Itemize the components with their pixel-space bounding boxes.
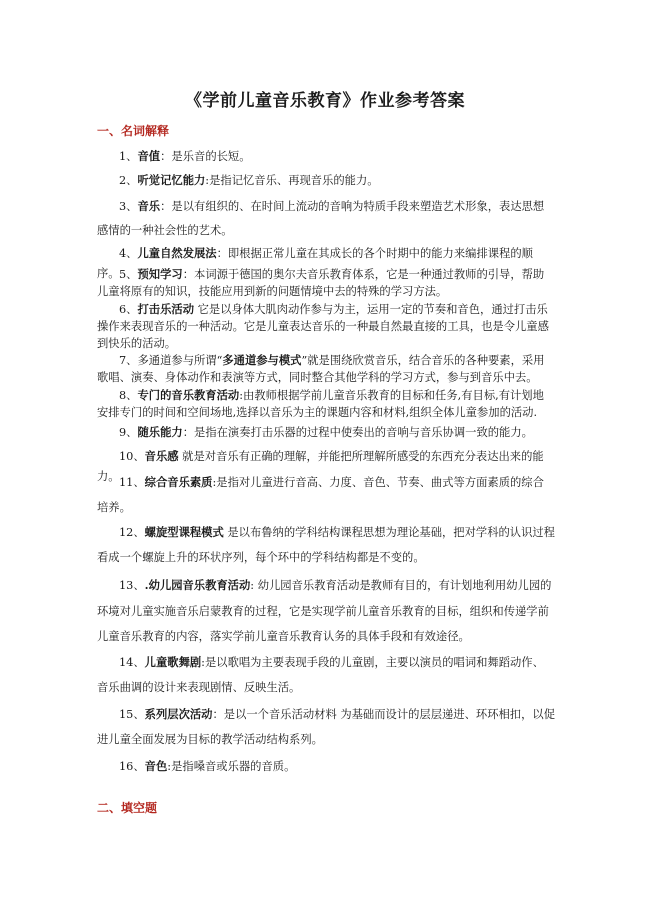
item-term: 音色 <box>144 759 168 773</box>
item-separator: : <box>201 656 205 669</box>
item-separator: ： <box>182 268 195 281</box>
item-separator: ： <box>160 150 172 163</box>
definition-item <box>97 470 555 520</box>
item-text: 就是对音乐有正确的理解，并能把所理解所感受的东西充分表达出来的能力。 <box>97 450 544 483</box>
item-term: 系列层次活动 <box>144 707 213 721</box>
item-number: 14、 <box>119 656 145 669</box>
item-term: 听觉记忆能力 <box>137 173 206 187</box>
item-separator: ： <box>160 200 172 213</box>
item-number: 1、 <box>119 150 138 163</box>
item-number: 11、 <box>119 476 145 489</box>
item-number: 4、 <box>119 247 138 260</box>
item-number: 3、 <box>119 200 138 213</box>
definition-item <box>97 301 555 352</box>
item-number: 16、 <box>119 760 145 773</box>
item-term: .幼儿园音乐教育活动 <box>144 578 251 592</box>
item-term: 儿童自然发展法 <box>137 246 217 260</box>
item-number: 2、 <box>119 174 138 187</box>
definition-item <box>97 387 555 421</box>
item-text: 即根据正常儿童在其成长的各个时期中的能力来编排课程的顺序。 <box>97 247 533 280</box>
item-text: 它是以身体大肌肉动作参与为主，运用一定的节奏和音色，通过打击乐操作来表现音乐的一种活动。它是儿童表达音乐的一种最自然最直接的工具，也是令儿童感到快乐的活动。 <box>97 303 549 350</box>
item-text: 是指记忆音乐、再现音乐的能力。 <box>209 174 379 187</box>
item-term: 音乐感 <box>144 449 179 463</box>
item-number: 7、 <box>119 354 138 367</box>
item-term: 随乐能力 <box>137 425 183 439</box>
item-term: 专门的音乐教育活动 <box>137 388 240 402</box>
item-text: 幼儿园音乐教育活动是教师有目的，有计划地利用幼儿园的环境对儿童实施音乐启蒙教育的过程，它是实现学前儿童音乐教育的目标，组织和传递学前儿童音乐教育的内容，落实学前儿童音乐教育认务的具体手段和有效途径。 <box>97 579 552 643</box>
definition-item <box>97 650 555 700</box>
definition-item <box>97 422 555 443</box>
item-separator: : <box>205 174 210 187</box>
item-text: 是以一个音乐活动材料 为基础而设计的层层递进、环环相扣，以促进儿童全面发展为目标的教学活动结构系列。 <box>97 708 555 746</box>
item-number: 10、 <box>119 450 145 463</box>
item-number: 6、 <box>119 303 138 316</box>
item-text: 本词源于德国的奥尔夫音乐教育体系，它是一种通过教师的引导，帮助儿童将原有的知识，技能应用到新的问题情境中去的特殊的学习方法。 <box>97 268 545 298</box>
section-heading-definitions: 一、名词解释 <box>97 124 170 138</box>
item-separator: : <box>212 476 217 489</box>
item-separator: : <box>250 579 258 592</box>
item-number: 15、 <box>119 708 145 721</box>
item-term: 螺旋型课程模式 <box>144 525 224 539</box>
item-term: 综合音乐素质 <box>144 475 213 489</box>
item-term: 打击乐活动 <box>137 302 194 316</box>
item-number: 13、 <box>119 579 145 592</box>
item-text: 是指嗓音或乐器的音质。 <box>171 760 296 773</box>
item-text: 是指对儿童进行音高、力度、音色、节奏、曲式等方面素质的综合培养。 <box>97 476 544 514</box>
item-prefix: 多通道参与所谓“ <box>137 354 223 367</box>
item-number: 9、 <box>119 426 138 439</box>
definition-item <box>97 702 555 752</box>
item-text: 是以布鲁纳的学科结构课程思想为理论基础，把对学科的认识过程看成一个螺旋上升的环状序列，每个环中的学科结构都是不变的。 <box>97 526 555 564</box>
item-separator: : <box>167 760 172 773</box>
item-text: 是以歌唱为主要表现手段的儿童剧，主要以演员的唱词和舞蹈动作、音乐曲调的设计来表现剧情、反映生活。 <box>97 656 544 694</box>
definition-item <box>97 170 555 191</box>
item-separator: ” <box>301 354 308 367</box>
item-separator: : <box>239 389 243 402</box>
definition-item <box>97 352 555 386</box>
definition-item <box>97 756 555 777</box>
definition-item <box>97 194 555 243</box>
item-text: 是指在演奏打击乐器的过程中使奏出的音响与音乐协调一致的能力。 <box>194 426 533 439</box>
item-number: 5、 <box>119 268 138 281</box>
item-text: 是乐音的长短。 <box>171 150 251 163</box>
definition-item <box>97 520 555 570</box>
definition-item <box>97 573 555 650</box>
item-term: 音乐 <box>137 199 161 213</box>
section-heading-fill-in: 二、填空题 <box>97 801 158 815</box>
definition-item <box>97 146 555 167</box>
item-text: 是以有组织的、在时间上流动的音响为特质手段来塑造艺术形象，表达思想感情的一种社会性的艺术。 <box>97 200 545 237</box>
item-term: 预知学习 <box>137 267 183 281</box>
item-separator: ： <box>216 247 228 260</box>
item-term: 多通道参与模式 <box>222 353 302 367</box>
item-separator: ： <box>212 708 224 721</box>
item-number: 12、 <box>119 526 145 539</box>
item-term: 音值 <box>137 149 161 163</box>
item-text: 由教师根据学前儿童音乐教育的目标和任务,有目标,有计划地安排专门的时间和空间场地,选择以音乐为主的课题内容和材料,组织全体儿童参加的活动. <box>97 389 544 419</box>
item-term: 儿童歌舞剧 <box>144 655 202 669</box>
page-title: 《学前儿童音乐教育》作业参考答案 <box>185 91 465 111</box>
item-separator: ： <box>182 426 195 439</box>
item-text: 就是围绕欣赏音乐，结合音乐的各种要素，采用歌唱、演奏、身体动作和表演等方式，同时整合其他学科的学习方式，参与到音乐中去。 <box>97 354 545 384</box>
definition-item <box>97 266 555 300</box>
item-number: 8、 <box>119 389 138 402</box>
